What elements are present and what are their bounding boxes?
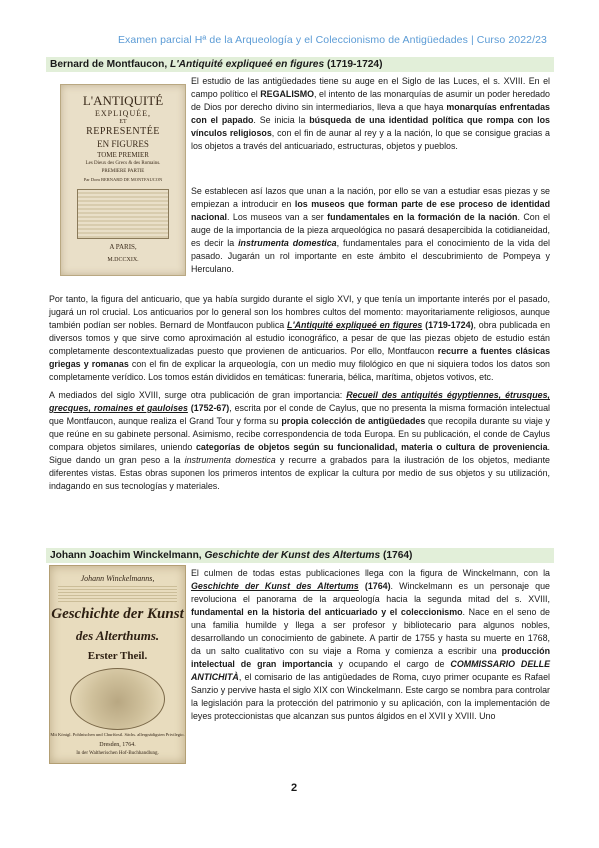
paragraph-national-identity: Se establecen así lazos que unan a la nación, por ello se van a estudiar esas piezas y se empiezan a introducir en los museos que forman parte de ese proceso de identidad nacional. Los museos van a ser fundamentales en la formación de la nación. Con el auge de la importancia de la pieza arqueológica no pasará desapercibida la cotidianeidad, es decir la instrumenta domestica, fundamentales para el conocimiento de la vida del pasado. Jugarán un rol importante en este ámbito el descubrimiento de Pompeya y Herculano. [191, 186, 551, 274]
book-dedication-block [58, 586, 177, 602]
book-title-line: Johann Winckelmanns, [80, 574, 155, 583]
section-author: Johann Joachim Winckelmann, [50, 550, 205, 561]
book-cover-geschichte [49, 565, 186, 764]
book-title-line: REPRESENTÉE [86, 126, 160, 137]
book-cover-antiquite [60, 84, 186, 276]
book-title-line: M.DCCXIX. [107, 257, 139, 263]
book-title-line: des Alterthums. [75, 628, 160, 643]
paragraph-winckelmann: El culmen de todas estas publicaciones llega con la figura de Winckelmann, con la Geschichte der Kunst des Altertums (1764). Winckelmann es un personaje que revoluciona el panorama de la arqueología hacia la segunda mitad del s. XVIII, fundamental en la historia del anticuariado y el coleccionismo. Nace en el seno de una familia humilde y llega a ser profesor y bibliotecario para algunos nobles, desarrollando un conocimiento de gabinete. A partir de 1755 y hasta su muerte en 1768, da un salto cualitativo con su viaje a Roma y comienza a escribir una producción intelectual de gran importancia y ocupando el cargo de COMMISSARIO DELLE ANTICHITÀ, el comisario de las antigüedades de Roma, cuyo primer ocupante es Rafael Sanzio y pervive hasta el siglo XIX con Winckelmann. Este cargo se nombra para controlar la legislación para la protección del patrimonio y su aplicación, con la implementación de leyes proteccionistas que alcanzan sus puntos álgidos en el XVII y XVIII. Uno [191, 568, 550, 721]
section-years: (1719-1724) [324, 59, 383, 70]
book-vignette-engraving [70, 668, 165, 730]
section-book-title: L'Antiquité expliqueé en figures [170, 59, 325, 70]
book-title-line: TOME PREMIER [97, 151, 149, 159]
book-title-line: Erster Theil. [87, 650, 148, 662]
section-years: (1764) [380, 550, 413, 561]
document-header: Examen parcial Hª de la Arqueología y el Coleccionismo de Antigüedades | Curso 2022/23 [117, 34, 547, 46]
book-imprint-block [77, 189, 169, 239]
book-title-line: Les Dieux des Grecs & des Romains. [85, 161, 161, 166]
section-heading-winckelmann [46, 548, 554, 563]
book-title-line: Dresden, 1764. [99, 742, 136, 748]
page-number: 2 [291, 782, 298, 794]
paragraph-enlightenment: El estudio de las antigüedades tiene su auge en el Siglo de las Luces, el s. XVIII. En el campo político el REGALISMO, el intento de las monarquías de asumir un poder heredado de Dios por derecho divino sin intermediarios, lleva a que haya monarquías enfrentadas con el papado. Se inicia la búsqueda de una identidad política que rompa con los vínculos religiosos, con el fin de aunar al rey y a la nación, lo que se consigue gracias a los objetos a través del anticuariado, estructuras, objetos y pueblos. [191, 76, 550, 151]
section-book-title: Geschichte der Kunst des Altertums [204, 550, 381, 561]
book-title-line: L'ANTIQUITÉ [82, 93, 164, 108]
paragraph-antiquarian: Por tanto, la figura del anticuario, que ya había surgido durante el siglo XVI, y que tenía un importante interés por el pasado, jugará un rol crucial. Los anticuarios por lo general son los hombres cultos del momento: mayoritariamente religiosos, aunque también podían ser nobles. Bernard de Montfaucon publica L'Antiquité expliqueé en figures (1719-1724), obra publicada en diversos tomos y que sirve como aproximación al estudio iconográfico, a pesar de que las piezas objeto de estudio están completamente descontextualizadas puesto que provienen de anticuarios. Por ello, Montfaucon recurre a fuentes clásicas griegas y romanas con el fin de explicar la arqueología, con un medio muy filológico en que ni siquiera todos los datos son completamente verídico. Los tomos están divididos en temáticas: funeraria, bélica, marítima, objetos votivos, etc. [49, 294, 551, 382]
book-title-line: PREMIERE PARTIE [101, 169, 145, 174]
book-title-line: ET [119, 119, 127, 125]
book-title-line: In der Waltherischen Hof-Buchhandlung. [76, 751, 159, 756]
book-title-line: EXPLIQUÉE, [95, 109, 151, 118]
book-title-line: A PARIS, [109, 243, 137, 251]
book-title-line: Geschichte der Kunst [51, 606, 184, 622]
book-title-line: Mit Königl. Pohlnischen und Churfürstl. Sächs. allergnädigsten Privilegio. [50, 732, 185, 737]
section-heading-montfaucon [46, 57, 554, 72]
book-title-line: Par Dom BERNARD DE MONTFAUCON [83, 177, 163, 182]
section-author: Bernard de Montfaucon, [50, 59, 170, 70]
paragraph-caylus: A mediados del siglo XVIII, surge otra publicación de gran importancia: Recueil des antiquités égyptiennes, étrusques, grecques, romaines et gauloises (1752-67), escrita por el conde de Caylus, que no presenta la misma formación intelectual que Montfaucon, aunque realiza el Grand Tour y forma su propia colección de antigüedades que recopila durante su viaje y que reúne en su gabinete personal. Asimismo, recibe correspondencia de toda Europa. En su publicación, el conde de Caylus compara objetos similares, uniendo categorías de objetos según su funcionalidad, materia o cultura de proveniencia. Sigue dando un gran peso a la instrumenta domestica y recurre a grabados para la ilustración de los objetos, mediante diferentes vistas. Estas obras suponen los primeros intentos de explicar la cultura por medio de sus objetos y su utilización, indagando en sus tecnologías y materiales. [49, 390, 551, 491]
book-title-line: EN FIGURES [97, 139, 149, 149]
